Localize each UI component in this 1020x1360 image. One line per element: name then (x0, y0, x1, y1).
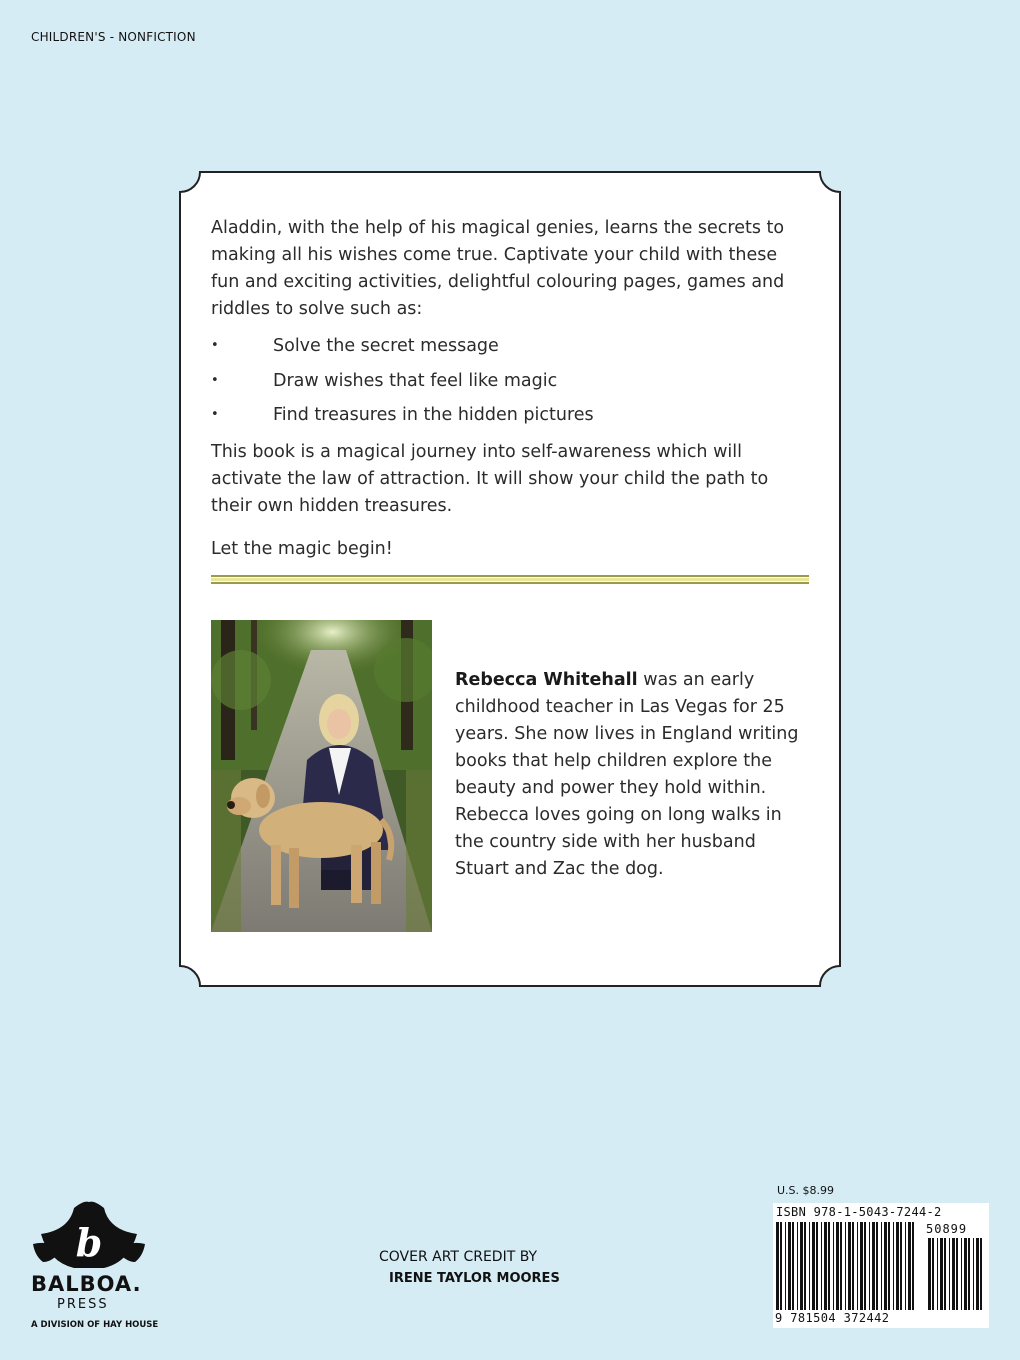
barcode-addon-number: 50899 (926, 1222, 968, 1236)
cover-credit-label: COVER ART CREDIT BY (379, 1249, 538, 1265)
logo-letter: b (75, 1220, 103, 1265)
divider (211, 575, 809, 584)
description-panel (211, 215, 811, 563)
author-bio (455, 667, 811, 883)
activity-list (211, 335, 811, 426)
ean-number: 9 781504 372442 (775, 1311, 890, 1325)
publisher-name: BALBOA. (31, 1272, 142, 1296)
publisher-division: A DIVISION OF HAY HOUSE (31, 1320, 159, 1330)
bullet-icon: • (211, 407, 219, 422)
intro-text: Aladdin, with the help of his magical genies, learns the secrets to making all his wishes come true. Captivate your child with these fun and exciting activities, delightful colouring pages, games and riddles to solve such as: (211, 218, 785, 319)
list-item: • Solve the secret message (211, 336, 499, 356)
description-paragraph: This book is a magical journey into self-awareness which will activate the law of attraction. It will show your child the path to their own hidden treasures. (211, 441, 769, 516)
cover-artist: IRENE TAYLOR MOORES (389, 1271, 560, 1286)
list-item: • Find treasures in the hidden pictures (211, 405, 594, 425)
publisher-press: PRESS (57, 1297, 109, 1312)
bullet-icon: • (211, 338, 219, 353)
list-item: • Draw wishes that feel like magic (211, 370, 558, 391)
category-label: CHILDREN'S - NONFICTION (31, 30, 196, 44)
closing-text: Let the magic begin! (211, 538, 393, 559)
lotus-logo-icon (29, 1200, 149, 1272)
barcode-icon (776, 1222, 916, 1310)
addon-barcode-icon (928, 1238, 986, 1310)
bullet-icon: • (211, 372, 219, 388)
price: U.S. $8.99 (777, 1184, 835, 1197)
isbn-text: ISBN 978-1-5043-7244-2 (776, 1205, 942, 1219)
author-bio-text: was an early childhood teacher in Las Vegas for 25 years. She now lives in England writing books that help children explore the beauty and power they hold within. Rebecca loves going on long walks in the country side with her husband Stuart and Zac the dog. (455, 670, 799, 879)
author-photo (211, 620, 432, 932)
author-name: Rebecca Whitehall (455, 670, 638, 690)
